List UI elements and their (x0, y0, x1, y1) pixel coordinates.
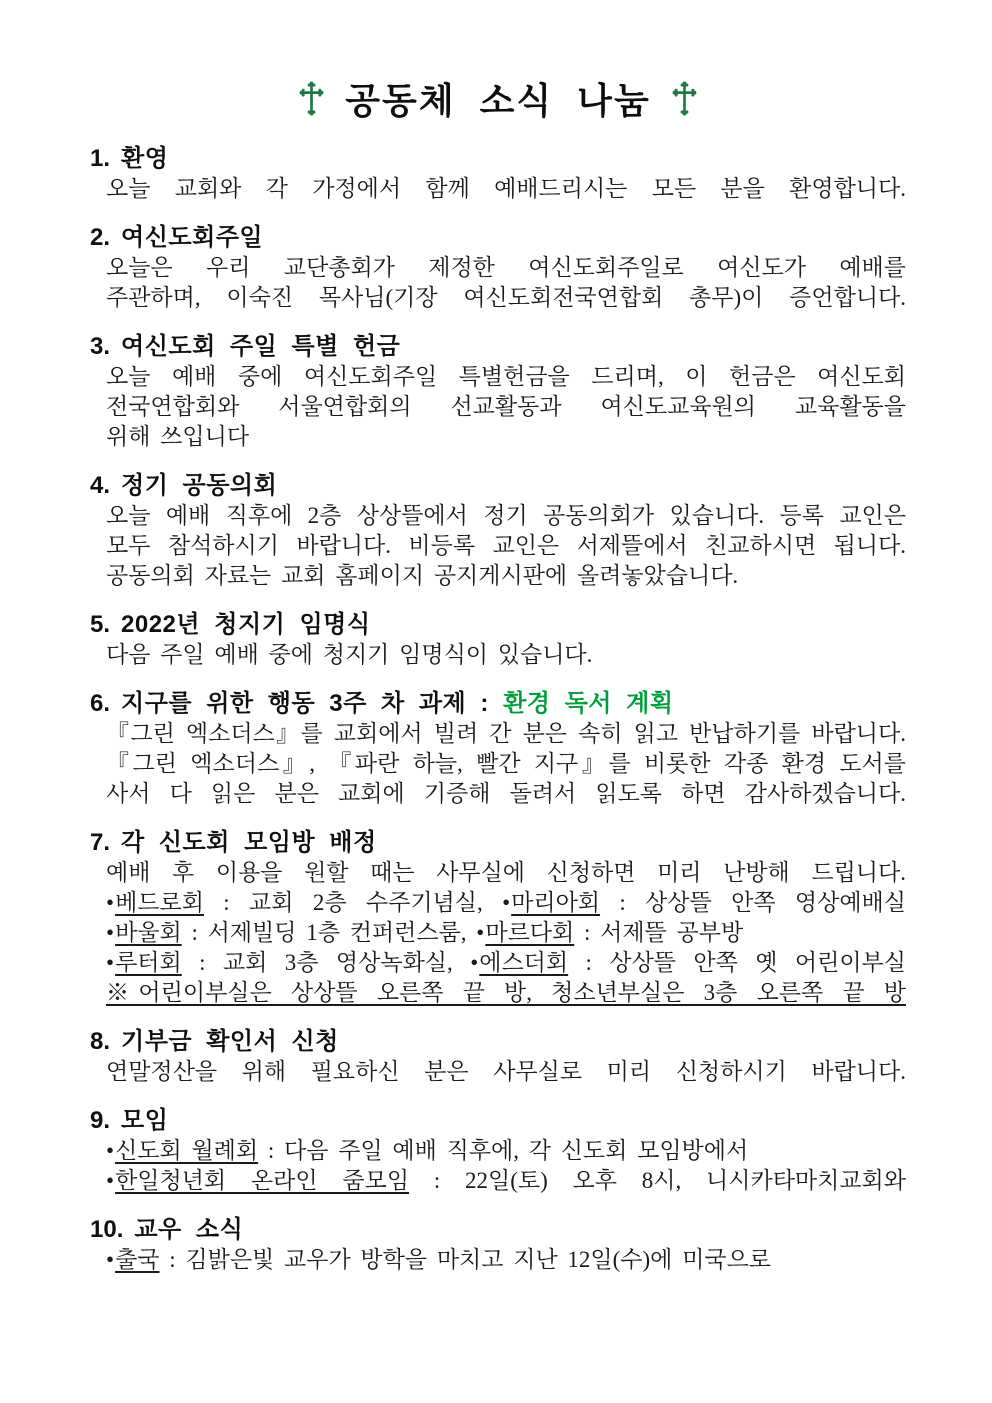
body-line (106, 749, 906, 779)
text-segment: 여신도회주일 (121, 224, 264, 251)
section-number: 10. (90, 1216, 124, 1243)
text-segment: 모두 참석하시기 바랍니다. 비등록 교인은 서제뜰에서 친교하시면 됩니다. (106, 533, 906, 558)
bullet-icon: • (106, 1138, 115, 1163)
text-segment: : 서제뜰 공부방 (574, 920, 744, 945)
cross-icon-right (671, 80, 698, 122)
section-title (121, 145, 168, 172)
text-segment: 다음 주일 예배 중에 청지기 임명식이 있습니다. (106, 642, 593, 667)
section-body (106, 1057, 906, 1087)
section-heading (90, 332, 906, 362)
section-number: 8. (90, 1028, 111, 1055)
section-body (106, 174, 906, 204)
section-title (121, 690, 674, 717)
body-line (106, 531, 906, 561)
text-segment: 기부금 확인서 신청 (121, 1028, 339, 1055)
underlined-text: 바울회 (115, 920, 182, 945)
section-8 (90, 1027, 906, 1087)
text-segment: 정기 공동의회 (121, 472, 278, 499)
bullet-icon: • (106, 890, 115, 915)
body-line (106, 918, 906, 948)
section-number: 9. (90, 1107, 111, 1134)
body-line (106, 253, 906, 283)
body-line (106, 1245, 906, 1275)
text-segment: 여신도회 주일 특별 헌금 (121, 333, 401, 360)
section-10 (90, 1215, 906, 1275)
underlined-text: 베드로회 (115, 890, 204, 915)
section-heading (90, 689, 906, 719)
bullet-icon: • (106, 950, 115, 975)
section-body (106, 253, 906, 313)
body-line (106, 1166, 906, 1196)
section-title (121, 1107, 168, 1134)
text-segment: 오늘은 우리 교단총회가 제정한 여신도회주일로 여신도가 예배를 (106, 255, 906, 280)
body-line (106, 174, 906, 204)
underlined-text: 마리아회 (511, 890, 601, 915)
section-number: 5. (90, 611, 111, 638)
body-line (106, 392, 906, 422)
section-3 (90, 332, 906, 452)
section-body (106, 858, 906, 1008)
bullet-icon: • (106, 920, 115, 945)
section-title (121, 829, 377, 856)
section-title (121, 1028, 339, 1055)
body-line (106, 1136, 906, 1166)
text-segment: 오늘 예배 중에 여신도회주일 특별헌금을 드리며, 이 헌금은 여신도회 (106, 364, 906, 389)
section-body (106, 362, 906, 452)
section-2 (90, 223, 906, 313)
text-segment: 오늘 예배 직후에 2층 상상뜰에서 정기 공동의회가 있습니다. 등록 교인은 (106, 503, 906, 528)
body-line (106, 888, 906, 918)
text-segment: 『그린 엑소더스』, 『파란 하늘, 빨간 지구』를 비롯한 각종 환경 도서를 (106, 751, 906, 776)
bullet-icon: • (476, 920, 485, 945)
section-heading (90, 1215, 906, 1245)
body-line (106, 948, 906, 978)
text-segment: 각 신도회 모임방 배정 (121, 829, 377, 856)
sections (90, 144, 906, 1275)
body-line (106, 362, 906, 392)
text-segment: : 상상뜰 안쪽 영상예배실 (600, 890, 906, 915)
text-segment: 주관하며, 이숙진 목사님(기장 여신도회전국연합회 총무)이 증언합니다. (106, 285, 906, 310)
title-row (90, 78, 906, 130)
section-title (121, 224, 263, 251)
section-number: 6. (90, 690, 111, 717)
underlined-text: 출국 (115, 1247, 160, 1272)
green-highlight-text: 환경 독서 계획 (503, 690, 674, 717)
underlined-text: ※어린이부실은 상상뜰 오른쪽 끝 방, 청소년부실은 3층 오른쪽 끝 방 (106, 980, 906, 1005)
section-title (121, 333, 400, 360)
underlined-text: 한일청년회 온라인 줌모임 (115, 1168, 410, 1193)
section-heading (90, 471, 906, 501)
text-segment: 전국연합회와 서울연합회의 선교활동과 여신도교육원의 교육활동을 (106, 394, 906, 419)
text-segment: 2022년 청지기 임명식 (121, 611, 371, 638)
section-heading (90, 1106, 906, 1136)
body-line (106, 978, 906, 1008)
text-segment: : 교회 2층 수주기념실, (203, 890, 503, 915)
body-line (106, 779, 906, 809)
section-heading (90, 144, 906, 174)
body-line (106, 283, 906, 313)
text-segment: : 교회 3층 영상녹화실, (181, 950, 471, 975)
text-segment: 연말정산을 위해 필요하신 분은 사무실로 미리 신청하시기 바랍니다. (106, 1059, 906, 1084)
underlined-text: 마르다회 (485, 920, 575, 945)
section-heading (90, 1027, 906, 1057)
text-segment: 지구를 위한 행동 3주 차 과제 : (121, 690, 504, 717)
section-heading (90, 223, 906, 253)
text-segment: : 서제빌딩 1층 컨퍼런스룸, (181, 920, 477, 945)
section-title (134, 1216, 243, 1243)
body-line (106, 1057, 906, 1087)
section-9 (90, 1106, 906, 1196)
text-segment: 『그린 엑소더스』를 교회에서 빌려 간 분은 속히 읽고 반납하기를 바랍니다. (106, 721, 906, 746)
underlined-text: 에스더회 (479, 950, 569, 975)
text-segment: : 다음 주일 예배 직후에, 각 신도회 모임방에서 (258, 1138, 749, 1163)
section-7 (90, 828, 906, 1008)
text-segment: : 김밝은빛 교우가 방학을 마치고 지난 12일(수)에 미국으로 (159, 1247, 772, 1272)
text-segment: : 상상뜰 안쪽 옛 어린이부실 (568, 950, 906, 975)
text-segment: 공동의회 자료는 교회 홈페이지 공지게시판에 올려놓았습니다. (106, 563, 739, 588)
section-4 (90, 471, 906, 591)
section-body (106, 719, 906, 809)
text-segment: 예배 후 이용을 원할 때는 사무실에 신청하면 미리 난방해 드립니다. (106, 860, 906, 885)
bullet-icon: • (502, 890, 511, 915)
underlined-text: 루터회 (115, 950, 182, 975)
text-segment: 교우 소식 (134, 1216, 244, 1243)
section-body (106, 501, 906, 591)
section-title (121, 472, 277, 499)
cross-icon-left (298, 80, 325, 122)
text-segment: 오늘 교회와 각 가정에서 함께 예배드리시는 모든 분을 환영합니다. (106, 176, 906, 201)
body-line (106, 640, 906, 670)
bullet-icon: • (106, 1247, 115, 1272)
section-5 (90, 610, 906, 670)
body-line (106, 501, 906, 531)
section-number: 1. (90, 145, 111, 172)
section-body (106, 640, 906, 670)
bullet-icon: • (470, 950, 479, 975)
body-line (106, 422, 906, 452)
body-line (106, 858, 906, 888)
body-line (106, 719, 906, 749)
page-title: 공동체 소식 나눔 (345, 80, 651, 121)
section-title (121, 611, 371, 638)
text-segment: 사서 다 읽은 분은 교회에 기증해 돌려서 읽도록 하면 감사하겠습니다. (106, 781, 906, 806)
text-segment: : 22일(토) 오후 8시, 니시카타마치교회와 (409, 1168, 906, 1193)
section-1 (90, 144, 906, 204)
underlined-text: 신도회 월례회 (115, 1138, 259, 1163)
text-segment: 위해 쓰입니다 (106, 424, 250, 449)
text-segment: 환영 (121, 145, 169, 172)
section-6 (90, 689, 906, 809)
body-line (106, 561, 906, 591)
section-heading (90, 610, 906, 640)
section-number: 2. (90, 224, 111, 251)
section-number: 7. (90, 829, 111, 856)
section-heading (90, 828, 906, 858)
section-number: 4. (90, 472, 111, 499)
section-number: 3. (90, 333, 111, 360)
text-segment: 모임 (121, 1107, 169, 1134)
section-body (106, 1245, 906, 1275)
bullet-icon: • (106, 1168, 115, 1193)
section-body (106, 1136, 906, 1196)
